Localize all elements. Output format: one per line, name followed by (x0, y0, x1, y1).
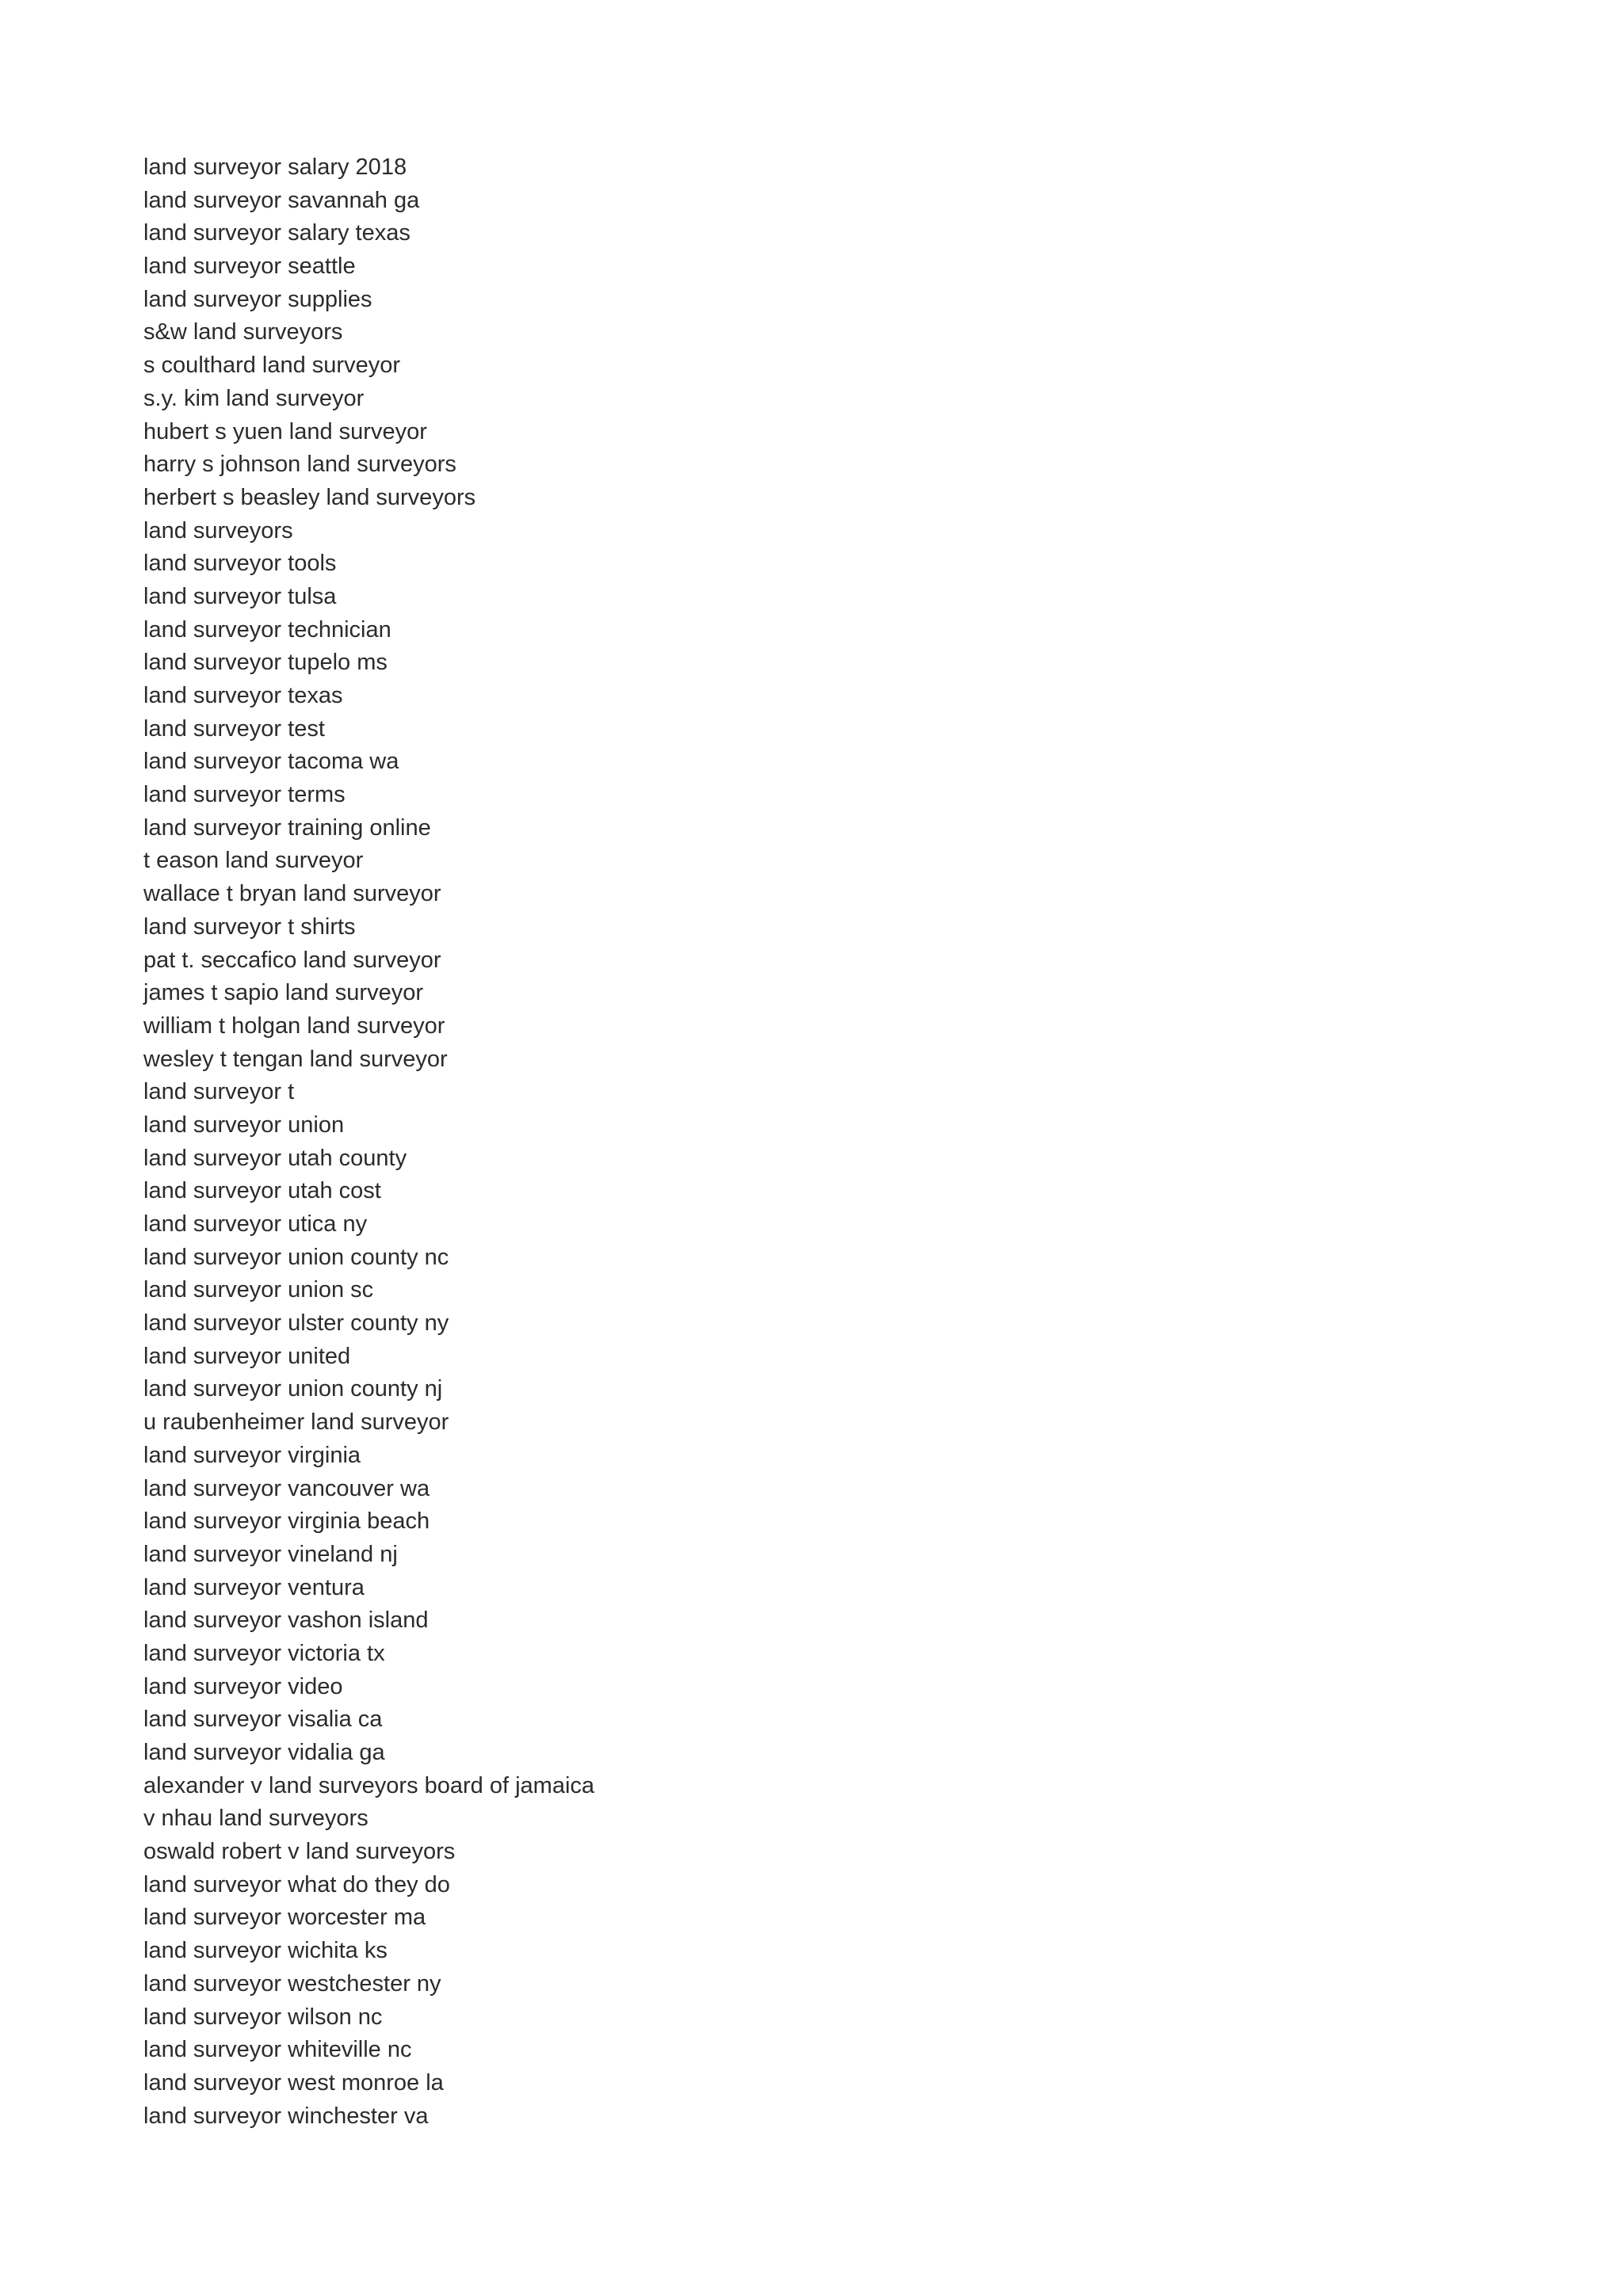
list-item: land surveyor union county nc (143, 1244, 449, 1270)
list-item: alexander v land surveyors board of jamaica (143, 1772, 595, 1798)
list-item: wesley t tengan land surveyor (143, 1046, 448, 1072)
list-item: land surveyor utah county (143, 1145, 407, 1171)
list-item: s.y. kim land surveyor (143, 385, 365, 411)
list-item: harry s johnson land surveyors (143, 452, 456, 478)
list-item: land surveyor united (143, 1343, 351, 1369)
list-item: pat t. seccafico land surveyor (143, 947, 441, 973)
list-item: land surveyor vineland nj (143, 1541, 398, 1567)
list-item: land surveyor tacoma wa (143, 749, 399, 775)
list-item: land surveyor union county nj (143, 1376, 443, 1402)
list-item: s coulthard land surveyor (143, 353, 400, 379)
list-item: land surveyor union (143, 1112, 345, 1138)
list-item: land surveyor wichita ks (143, 1938, 388, 1964)
list-item: land surveyor westchester ny (143, 1970, 441, 1997)
list-item: land surveyor tulsa (143, 583, 337, 609)
list-item: land surveyor salary 2018 (143, 154, 407, 180)
list-item: land surveyor ulster county ny (143, 1310, 449, 1337)
list-item: land surveyor vancouver wa (143, 1475, 430, 1501)
list-item: land surveyor wilson nc (143, 2004, 383, 2030)
list-item: u raubenheimer land surveyor (143, 1409, 449, 1436)
list-item: land surveyor west monroe la (143, 2069, 444, 2096)
list-item: hubert s yuen land surveyor (143, 418, 427, 444)
list-item: land surveyor seattle (143, 254, 356, 280)
list-item: herbert s beasley land surveyors (143, 484, 476, 510)
list-item: land surveyor training online (143, 814, 431, 841)
list-item: oswald robert v land surveyors (143, 1839, 456, 1865)
list-item: land surveyor technician (143, 616, 391, 643)
list-item: land surveyor utah cost (143, 1178, 381, 1204)
list-item: land surveyor union sc (143, 1277, 374, 1303)
list-item: v nhau land surveyors (143, 1806, 369, 1832)
list-item: land surveyor visalia ca (143, 1707, 383, 1733)
list-item: william t holgan land surveyor (143, 1013, 445, 1039)
list-item: t eason land surveyor (143, 848, 364, 874)
list-item: land surveyor vidalia ga (143, 1740, 385, 1765)
list-item: land surveyor vashon island (143, 1608, 429, 1634)
list-item: land surveyor virginia (143, 1442, 361, 1468)
list-item: james t sapio land surveyor (143, 980, 423, 1006)
list-item: land surveyor video (143, 1673, 343, 1699)
list-item: land surveyor salary texas (143, 220, 411, 246)
list-item: wallace t bryan land surveyor (143, 881, 441, 907)
list-item: land surveyor t shirts (143, 913, 356, 940)
list-item: land surveyor texas (143, 683, 343, 708)
list-item: land surveyor what do they do (143, 1871, 450, 1897)
list-item: land surveyor ventura (143, 1574, 365, 1600)
list-item: land surveyor virginia beach (143, 1508, 430, 1535)
list-item: land surveyor tupelo ms (143, 650, 388, 676)
list-item: land surveyor savannah ga (143, 187, 420, 213)
list-item: land surveyor supplies (143, 286, 372, 312)
list-item: land surveyor t (143, 1079, 295, 1105)
list-item: land surveyor victoria tx (143, 1640, 385, 1666)
list-item: land surveyors (143, 517, 293, 543)
list-item: s&w land surveyors (143, 319, 343, 345)
list-item: land surveyor winchester va (143, 2103, 429, 2129)
list-item: land surveyor terms (143, 782, 346, 808)
list-item: land surveyor worcester ma (143, 1905, 426, 1931)
list-item: land surveyor test (143, 715, 325, 742)
list-item: land surveyor tools (143, 551, 337, 577)
list-item: land surveyor utica ny (143, 1211, 368, 1237)
list-item: land surveyor whiteville nc (143, 2037, 412, 2063)
keyword-list (143, 151, 594, 2133)
